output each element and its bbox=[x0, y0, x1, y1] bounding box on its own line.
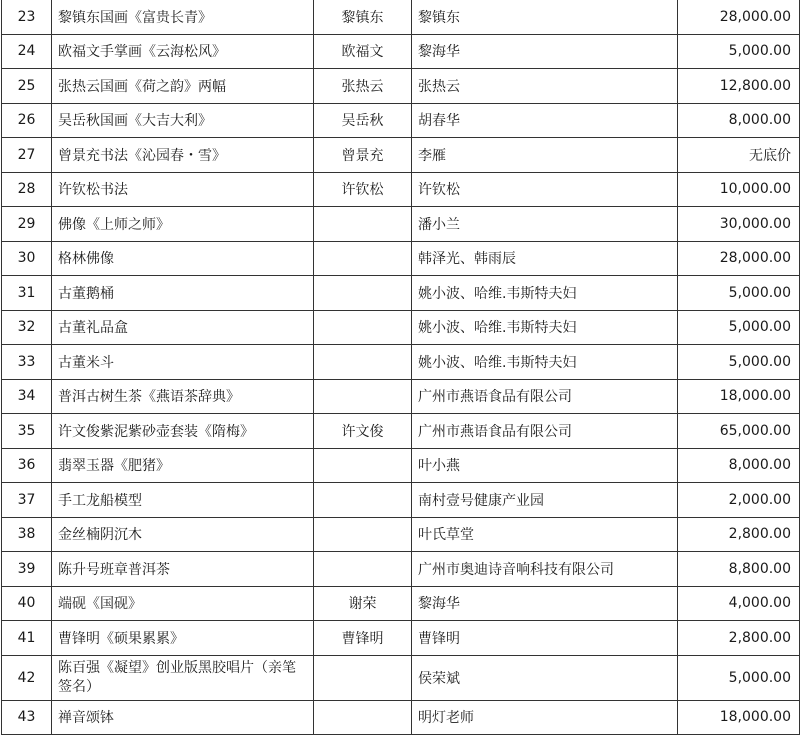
item-donor: 叶氏草堂 bbox=[412, 517, 678, 552]
item-price: 4,000.00 bbox=[678, 586, 800, 621]
item-number: 43 bbox=[2, 700, 52, 735]
item-number: 42 bbox=[2, 655, 52, 700]
item-name: 禅音颂钵 bbox=[52, 700, 314, 735]
item-author: 张热云 bbox=[314, 69, 412, 104]
item-number: 37 bbox=[2, 483, 52, 518]
item-number: 30 bbox=[2, 241, 52, 276]
item-author: 许文俊 bbox=[314, 414, 412, 449]
table-row bbox=[2, 241, 800, 276]
item-name: 手工龙船模型 bbox=[52, 483, 314, 518]
table-row bbox=[2, 103, 800, 138]
item-price: 12,800.00 bbox=[678, 69, 800, 104]
table-row bbox=[2, 483, 800, 518]
item-name: 古董礼品盒 bbox=[52, 310, 314, 345]
item-number: 33 bbox=[2, 345, 52, 380]
item-donor: 姚小波、哈维.韦斯特夫妇 bbox=[412, 345, 678, 380]
item-donor: 胡春华 bbox=[412, 103, 678, 138]
table-row bbox=[2, 517, 800, 552]
item-number: 32 bbox=[2, 310, 52, 345]
item-price: 18,000.00 bbox=[678, 700, 800, 735]
item-author bbox=[314, 552, 412, 587]
item-name: 曹锋明《硕果累累》 bbox=[52, 621, 314, 656]
item-number: 40 bbox=[2, 586, 52, 621]
item-donor: 曹锋明 bbox=[412, 621, 678, 656]
item-donor: 侯荣斌 bbox=[412, 655, 678, 700]
item-number: 41 bbox=[2, 621, 52, 656]
table-row bbox=[2, 172, 800, 207]
item-price: 30,000.00 bbox=[678, 207, 800, 242]
item-donor: 黎镇东 bbox=[412, 0, 678, 34]
item-donor: 李雁 bbox=[412, 138, 678, 173]
item-price: 2,000.00 bbox=[678, 483, 800, 518]
item-price: 8,000.00 bbox=[678, 103, 800, 138]
item-donor: 广州市燕语食品有限公司 bbox=[412, 379, 678, 414]
item-author: 欧福文 bbox=[314, 34, 412, 69]
item-author bbox=[314, 310, 412, 345]
item-donor: 姚小波、哈维.韦斯特夫妇 bbox=[412, 310, 678, 345]
item-number: 38 bbox=[2, 517, 52, 552]
item-name: 黎镇东国画《富贵长青》 bbox=[52, 0, 314, 34]
table-row bbox=[2, 655, 800, 700]
table-row bbox=[2, 586, 800, 621]
item-price: 18,000.00 bbox=[678, 379, 800, 414]
item-author bbox=[314, 448, 412, 483]
item-number: 25 bbox=[2, 69, 52, 104]
item-author bbox=[314, 207, 412, 242]
item-price: 10,000.00 bbox=[678, 172, 800, 207]
item-author bbox=[314, 276, 412, 311]
item-price: 5,000.00 bbox=[678, 34, 800, 69]
item-donor: 南村壹号健康产业园 bbox=[412, 483, 678, 518]
item-donor: 许钦松 bbox=[412, 172, 678, 207]
item-donor: 叶小燕 bbox=[412, 448, 678, 483]
table-row bbox=[2, 621, 800, 656]
item-author: 吴岳秋 bbox=[314, 103, 412, 138]
item-price: 65,000.00 bbox=[678, 414, 800, 449]
item-author: 曹锋明 bbox=[314, 621, 412, 656]
item-price: 5,000.00 bbox=[678, 345, 800, 380]
table-row bbox=[2, 345, 800, 380]
item-name: 张热云国画《荷之韵》两幅 bbox=[52, 69, 314, 104]
item-author: 曾景充 bbox=[314, 138, 412, 173]
item-name: 陈百强《凝望》创业版黑胶唱片（亲笔签名） bbox=[52, 655, 314, 700]
table-row bbox=[2, 34, 800, 69]
item-name: 许钦松书法 bbox=[52, 172, 314, 207]
item-donor: 韩泽光、韩雨辰 bbox=[412, 241, 678, 276]
item-number: 27 bbox=[2, 138, 52, 173]
item-price: 5,000.00 bbox=[678, 655, 800, 700]
item-name: 金丝楠阴沉木 bbox=[52, 517, 314, 552]
item-donor: 张热云 bbox=[412, 69, 678, 104]
item-name: 古董鹅桶 bbox=[52, 276, 314, 311]
item-name: 许文俊紫泥紫砂壶套装《隋梅》 bbox=[52, 414, 314, 449]
item-name: 端砚《国砚》 bbox=[52, 586, 314, 621]
item-donor: 明灯老师 bbox=[412, 700, 678, 735]
item-name: 普洱古树生茶《燕语茶辞典》 bbox=[52, 379, 314, 414]
table-row bbox=[2, 138, 800, 173]
table-row bbox=[2, 379, 800, 414]
item-name: 吴岳秋国画《大吉大利》 bbox=[52, 103, 314, 138]
item-donor: 黎海华 bbox=[412, 34, 678, 69]
item-price: 5,000.00 bbox=[678, 310, 800, 345]
item-author: 谢荣 bbox=[314, 586, 412, 621]
item-number: 28 bbox=[2, 172, 52, 207]
item-name: 格林佛像 bbox=[52, 241, 314, 276]
table-row bbox=[2, 69, 800, 104]
item-number: 31 bbox=[2, 276, 52, 311]
item-name: 翡翠玉器《肥猪》 bbox=[52, 448, 314, 483]
table-row bbox=[2, 207, 800, 242]
item-author bbox=[314, 517, 412, 552]
item-donor: 广州市燕语食品有限公司 bbox=[412, 414, 678, 449]
item-number: 36 bbox=[2, 448, 52, 483]
item-name: 陈升号班章普洱茶 bbox=[52, 552, 314, 587]
item-donor: 黎海华 bbox=[412, 586, 678, 621]
item-author bbox=[314, 483, 412, 518]
item-price: 8,000.00 bbox=[678, 448, 800, 483]
item-price: 无底价 bbox=[678, 138, 800, 173]
item-donor: 潘小兰 bbox=[412, 207, 678, 242]
item-name: 佛像《上师之师》 bbox=[52, 207, 314, 242]
item-price: 8,800.00 bbox=[678, 552, 800, 587]
item-author bbox=[314, 379, 412, 414]
item-author bbox=[314, 241, 412, 276]
item-donor: 广州市奥迪诗音响科技有限公司 bbox=[412, 552, 678, 587]
table-row bbox=[2, 414, 800, 449]
item-donor: 姚小波、哈维.韦斯特夫妇 bbox=[412, 276, 678, 311]
item-author bbox=[314, 345, 412, 380]
item-price: 28,000.00 bbox=[678, 0, 800, 34]
table-row bbox=[2, 552, 800, 587]
item-author: 许钦松 bbox=[314, 172, 412, 207]
item-name: 曾景充书法《沁园春・雪》 bbox=[52, 138, 314, 173]
item-number: 26 bbox=[2, 103, 52, 138]
item-number: 35 bbox=[2, 414, 52, 449]
item-number: 23 bbox=[2, 0, 52, 34]
item-author bbox=[314, 700, 412, 735]
table-row bbox=[2, 276, 800, 311]
table-row bbox=[2, 310, 800, 345]
auction-items-table bbox=[1, 0, 800, 735]
item-name: 古董米斗 bbox=[52, 345, 314, 380]
item-price: 2,800.00 bbox=[678, 517, 800, 552]
item-author: 黎镇东 bbox=[314, 0, 412, 34]
item-price: 5,000.00 bbox=[678, 276, 800, 311]
table-row bbox=[2, 448, 800, 483]
item-price: 2,800.00 bbox=[678, 621, 800, 656]
table-row bbox=[2, 700, 800, 735]
table-body bbox=[2, 0, 800, 735]
item-number: 39 bbox=[2, 552, 52, 587]
item-author bbox=[314, 655, 412, 700]
item-number: 29 bbox=[2, 207, 52, 242]
item-price: 28,000.00 bbox=[678, 241, 800, 276]
item-name: 欧福文手掌画《云海松风》 bbox=[52, 34, 314, 69]
item-number: 24 bbox=[2, 34, 52, 69]
table-row bbox=[2, 0, 800, 34]
item-number: 34 bbox=[2, 379, 52, 414]
